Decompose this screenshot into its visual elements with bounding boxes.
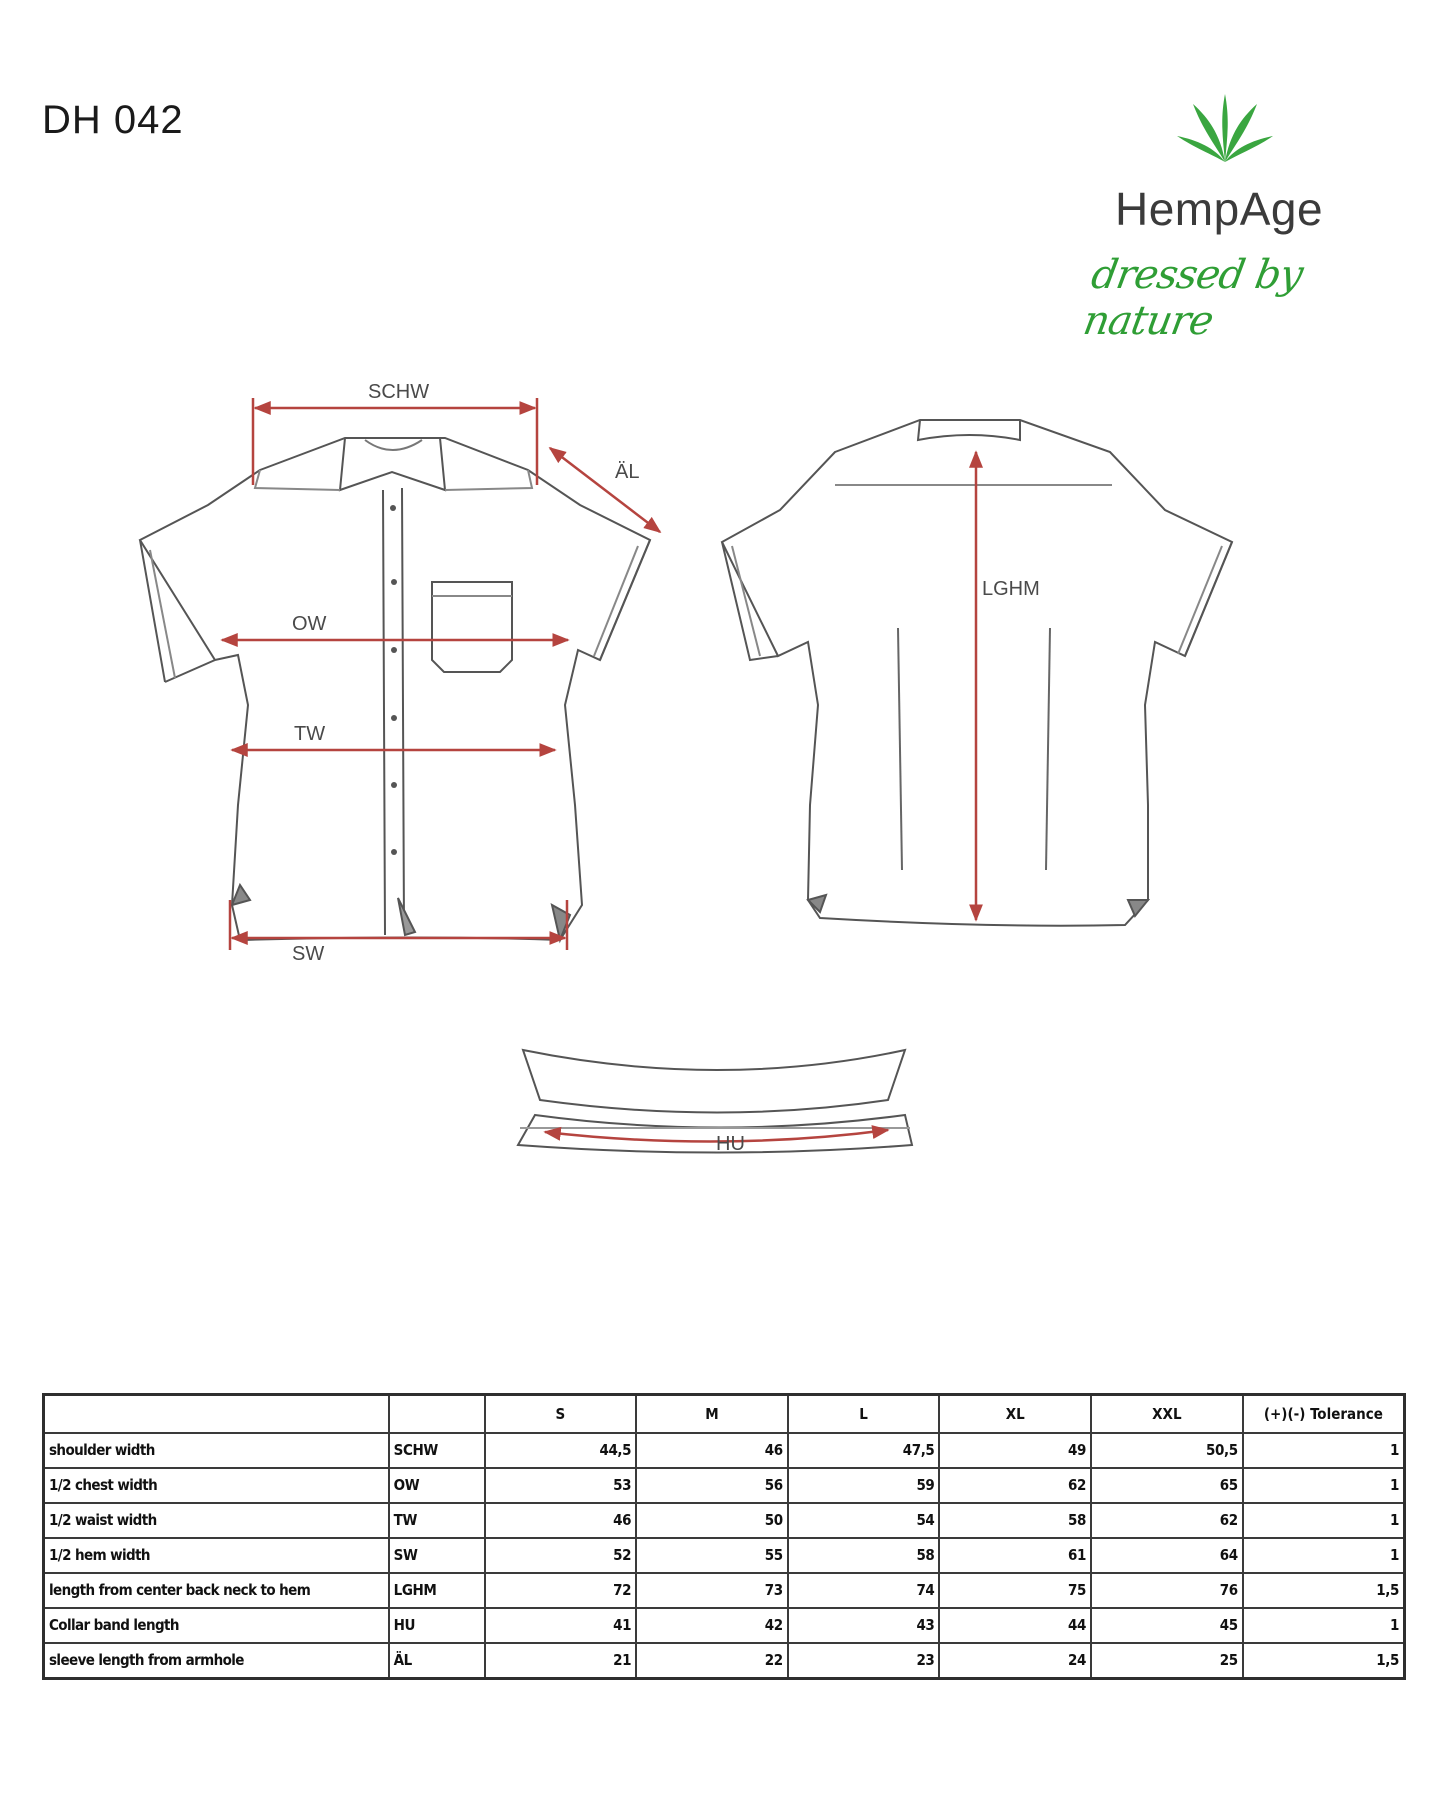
measurement-code: TW — [389, 1503, 485, 1538]
size-value: 50,5 — [1091, 1433, 1243, 1468]
technical-drawing — [0, 360, 1440, 1180]
tolerance-value: 1 — [1243, 1468, 1405, 1503]
size-value: 47,5 — [788, 1433, 940, 1468]
size-value: 24 — [939, 1643, 1091, 1679]
header-cell — [389, 1395, 485, 1433]
tolerance-value: 1 — [1243, 1538, 1405, 1573]
tolerance-value: 1 — [1243, 1608, 1405, 1643]
shirt-front — [140, 438, 650, 940]
measurement-name: Collar band length — [44, 1608, 389, 1643]
measurement-code: OW — [389, 1468, 485, 1503]
header-size-xl: XL — [939, 1395, 1091, 1433]
hemp-leaf-icon — [1175, 90, 1275, 170]
size-value: 61 — [939, 1538, 1091, 1573]
label-ow: OW — [292, 613, 327, 635]
size-value: 44 — [939, 1608, 1091, 1643]
tolerance-value: 1 — [1243, 1433, 1405, 1468]
size-value: 42 — [636, 1608, 788, 1643]
table-header-row — [44, 1395, 1405, 1433]
header-tolerance: (+)(-) Tolerance — [1243, 1395, 1405, 1433]
measurement-code: SCHW — [389, 1433, 485, 1468]
size-value: 25 — [1091, 1643, 1243, 1679]
measurement-code: HU — [389, 1608, 485, 1643]
brand-logo — [1060, 90, 1390, 344]
size-value: 58 — [788, 1538, 940, 1573]
brand-tagline: dressed by nature — [1079, 252, 1306, 344]
size-value: 55 — [636, 1538, 788, 1573]
label-tw: TW — [294, 723, 326, 745]
header-size-l: L — [788, 1395, 940, 1433]
table-row — [44, 1468, 1405, 1503]
size-value: 75 — [939, 1573, 1091, 1608]
table-row — [44, 1643, 1405, 1679]
size-value: 74 — [788, 1573, 940, 1608]
measurement-code: SW — [389, 1538, 485, 1573]
size-value: 44,5 — [485, 1433, 637, 1468]
header-cell — [44, 1395, 389, 1433]
size-value: 41 — [485, 1608, 637, 1643]
size-value: 46 — [485, 1503, 637, 1538]
size-value: 62 — [939, 1468, 1091, 1503]
measurement-name: sleeve length from armhole — [44, 1643, 389, 1679]
tolerance-value: 1 — [1243, 1503, 1405, 1538]
measurement-name: 1/2 chest width — [44, 1468, 389, 1503]
size-value: 23 — [788, 1643, 940, 1679]
header-size-m: M — [636, 1395, 788, 1433]
size-value: 52 — [485, 1538, 637, 1573]
size-value: 49 — [939, 1433, 1091, 1468]
label-lghm: LGHM — [982, 578, 1040, 600]
tolerance-value: 1,5 — [1243, 1643, 1405, 1679]
measurement-code: ÄL — [389, 1643, 485, 1679]
label-hu: HU — [716, 1133, 745, 1155]
size-value: 72 — [485, 1573, 637, 1608]
size-value: 46 — [636, 1433, 788, 1468]
size-value: 73 — [636, 1573, 788, 1608]
table-row — [44, 1538, 1405, 1573]
label-schw: SCHW — [368, 381, 430, 403]
table-row — [44, 1573, 1405, 1608]
size-table — [42, 1393, 1406, 1680]
measurement-name: 1/2 waist width — [44, 1503, 389, 1538]
size-value: 64 — [1091, 1538, 1243, 1573]
size-value: 50 — [636, 1503, 788, 1538]
size-value: 65 — [1091, 1468, 1243, 1503]
collar-band — [518, 1050, 912, 1153]
label-al: ÄL — [615, 461, 640, 483]
front-buttons — [390, 505, 397, 855]
size-value: 54 — [788, 1503, 940, 1538]
size-value: 53 — [485, 1468, 637, 1503]
header-size-xxl: XXL — [1091, 1395, 1243, 1433]
size-value: 43 — [788, 1608, 940, 1643]
table-row — [44, 1503, 1405, 1538]
size-value: 76 — [1091, 1573, 1243, 1608]
size-value: 58 — [939, 1503, 1091, 1538]
size-value: 59 — [788, 1468, 940, 1503]
measurement-name: shoulder width — [44, 1433, 389, 1468]
size-value: 62 — [1091, 1503, 1243, 1538]
table-row — [44, 1608, 1405, 1643]
measurement-name: 1/2 hem width — [44, 1538, 389, 1573]
size-value: 22 — [636, 1643, 788, 1679]
brand-name: HempAge — [1115, 183, 1324, 235]
label-sw: SW — [292, 943, 325, 965]
size-value: 56 — [636, 1468, 788, 1503]
header-size-s: S — [485, 1395, 637, 1433]
measurement-name: length from center back neck to hem — [44, 1573, 389, 1608]
measurement-code: LGHM — [389, 1573, 485, 1608]
size-value: 45 — [1091, 1608, 1243, 1643]
table-row — [44, 1433, 1405, 1468]
tolerance-value: 1,5 — [1243, 1573, 1405, 1608]
size-value: 21 — [485, 1643, 637, 1679]
model-number: DH 042 — [42, 98, 184, 142]
